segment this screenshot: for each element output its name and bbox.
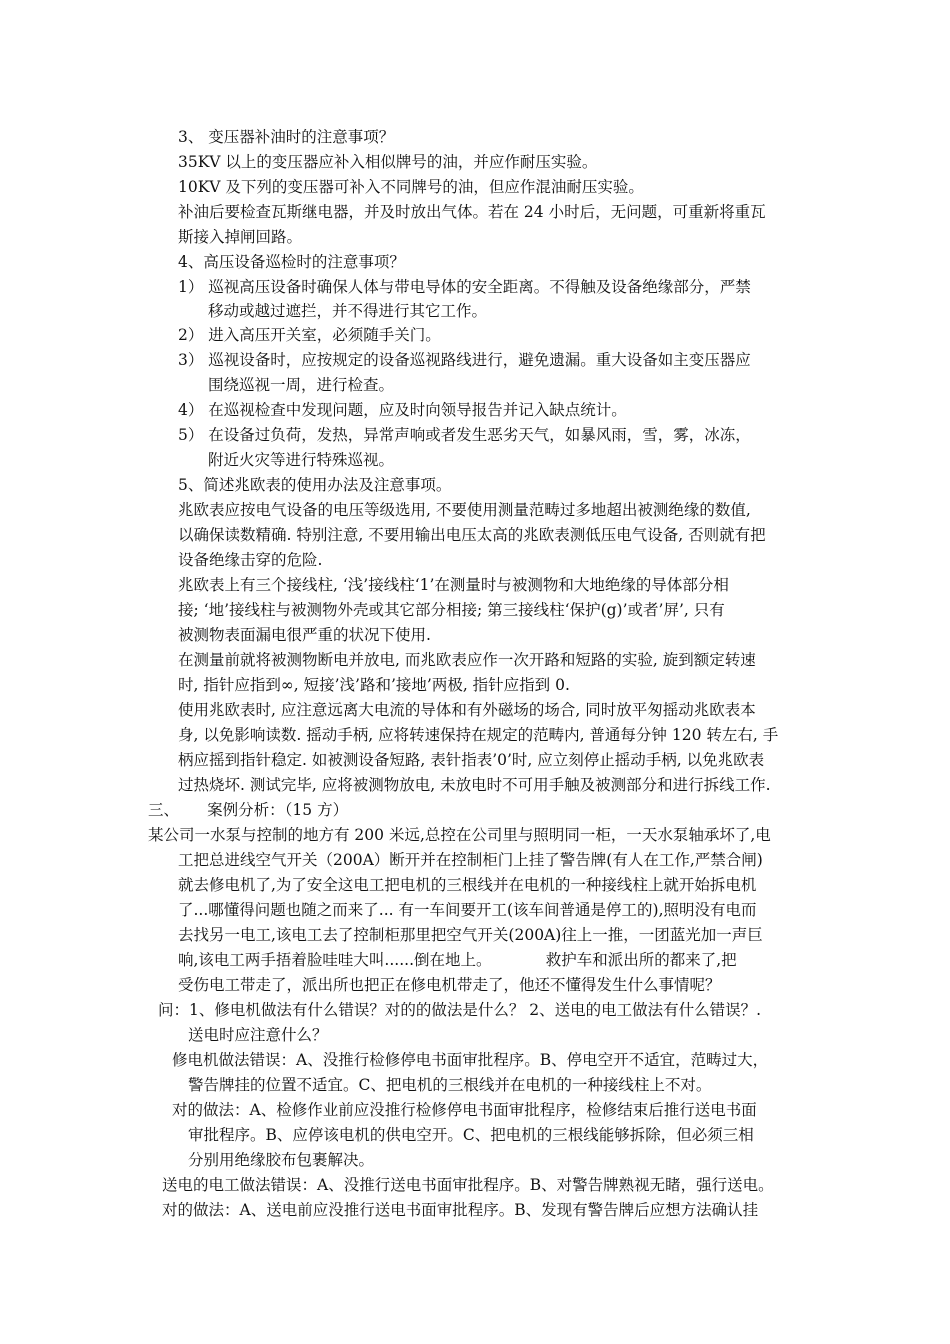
paragraph-line: 10KV 及下列的变压器可补入不同牌号的油，但应作混油耐压实验。 <box>178 178 644 196</box>
answer-line: 对的做法：A、送电前应没推行送电书面审批程序。B、发现有警告牌后应想方法确认挂 <box>162 1201 759 1219</box>
list-item: 3） 巡视设备时，应按规定的设备巡视路线进行，避免遗漏。重大设备如主变压器应 <box>178 351 751 369</box>
case-question: 问：1、修电机做法有什么错误？对的的做法是什么？ 2、送电的电工做法有什么错误？. <box>158 1001 762 1019</box>
answer-line-continuation: 警告牌挂的位置不适宜。C、把电机的三根线并在电机的一种接线柱上不对。 <box>188 1076 712 1094</box>
list-item: 2） 进入高压开关室，必须随手关门。 <box>178 326 441 344</box>
paragraph-line: 斯接入掉闸回路。 <box>178 228 303 246</box>
paragraph-line: 设备绝缘击穿的危险. <box>178 551 323 569</box>
paragraph-line: 过热烧坏. 测试完毕, 应将被测物放电, 未放电时不可用手触及被测部分和进行拆线工作. <box>178 776 771 794</box>
section-3-heading: 三、 案例分析：（15 方） <box>148 801 349 819</box>
case-text-line: 某公司一水泵与控制的地方有 200 米远,总控在公司里与照明同一柜，一天水泵轴承坏了,电 <box>148 826 771 844</box>
case-text-line: 去找另一电工,该电工去了控制柜那里把空气开关(200A)往上一推，一团蓝光加一声巨 <box>178 926 763 944</box>
paragraph-line: 35KV 以上的变压器应补入相似牌号的油，并应作耐压实验。 <box>178 153 598 171</box>
list-item: 1） 巡视高压设备时确保人体与带电导体的安全距离。不得触及设备绝缘部分，严禁 <box>178 278 751 296</box>
case-text-line: 就去修电机了,为了安全这电工把电机的三根线并在电机的一种接线柱上就开始拆电机 <box>178 876 757 894</box>
case-text-line: 响,该电工两手捂着脸哇哇大叫......倒在地上。 救护车和派出所的都来了,把 <box>178 951 737 969</box>
case-text-line: 工把总进线空气开关（200A）断开并在控制柜门上挂了警告牌(有人在工作,严禁合闸) <box>178 851 763 869</box>
paragraph-line: 在测量前就将被测物断电并放电, 而兆欧表应作一次开路和短路的实验, 旋到额定转速 <box>178 651 756 669</box>
answer-line: 修电机做法错误：A、没推行检修停电书面审批程序。B、停电空开不适宜，范畴过大， <box>172 1051 769 1069</box>
case-text-line: 受伤电工带走了，派出所也把正在修电机带走了，他还不懂得发生什么事情呢？ <box>178 976 721 994</box>
question-4-heading: 4、高压设备巡检时的注意事项？ <box>178 253 405 271</box>
case-text-line: 了...哪懂得问题也随之而来了... 有一车间要开工(该车间普通是停工的),照明没有电而 <box>178 901 757 919</box>
paragraph-line: 兆欧表应按电气设备的电压等级选用, 不要使用测量范畴过多地超出被测绝缘的数值, <box>178 501 751 519</box>
question-3-heading: 3、 变压器补油时的注意事项？ <box>178 128 395 146</box>
list-item: 5） 在设备过负荷，发热，异常声响或者发生恶劣天气，如暴风雨，雪，雾，冰冻， <box>178 426 751 444</box>
paragraph-line: 补油后要检查瓦斯继电器，并及时放出气体。若在 24 小时后，无问题，可重新将重瓦 <box>178 203 766 221</box>
list-item-continuation: 附近火灾等进行特殊巡视。 <box>208 451 395 469</box>
answer-line-continuation: 审批程序。B、应停该电机的供电空开。C、把电机的三根线能够拆除，但必须三相 <box>188 1126 754 1144</box>
case-question-continuation: 送电时应注意什么？ <box>188 1026 328 1044</box>
list-item-continuation: 移动或越过遮拦，并不得进行其它工作。 <box>208 302 488 320</box>
paragraph-line: 兆欧表上有三个接线柱, ‘浅’接线柱‘1’在测量时与被测物和大地绝缘的导体部分相 <box>178 576 729 594</box>
paragraph-line: 时, 指针应指到∞, 短接’浅’路和’接地’两极, 指针应指到 0. <box>178 676 570 694</box>
question-5-heading: 5、简述兆欧表的使用办法及注意事项。 <box>178 476 452 494</box>
paragraph-line: 接; ‘地’接线柱与被测物外壳或其它部分相接; 第三接线柱‘保护(g)’或者’屏’, 只有 <box>178 601 725 619</box>
paragraph-line: 身, 以免影响读数. 摇动手柄, 应将转速保持在规定的范畴内, 普通每分钟 120 转左右, 手 <box>178 726 779 744</box>
paragraph-line: 柄应摇到指针稳定. 如被测设备短路, 表针指表’0’时, 应立刻停止摇动手柄, 以免兆欧表 <box>178 751 765 769</box>
answer-line: 对的做法：A、检修作业前应没推行检修停电书面审批程序，检修结束后推行送电书面 <box>172 1101 757 1119</box>
answer-line: 送电的电工做法错误：A、没推行送电书面审批程序。B、对警告牌熟视无睹，强行送电。 <box>162 1176 774 1194</box>
list-item-continuation: 围绕巡视一周，进行检查。 <box>208 376 395 394</box>
paragraph-line: 被测物表面漏电很严重的状况下使用. <box>178 626 431 644</box>
answer-line-continuation: 分别用绝缘胶布包裹解决。 <box>188 1151 375 1169</box>
paragraph-line: 以确保读数精确. 特别注意, 不要用输出电压太高的兆欧表测低压电气设备, 否则就有把 <box>178 526 766 544</box>
paragraph-line: 使用兆欧表时, 应注意远离大电流的导体和有外磁场的场合, 同时放平匆摇动兆欧表本 <box>178 701 756 719</box>
list-item: 4） 在巡视检查中发现问题，应及时向领导报告并记入缺点统计。 <box>178 401 627 419</box>
